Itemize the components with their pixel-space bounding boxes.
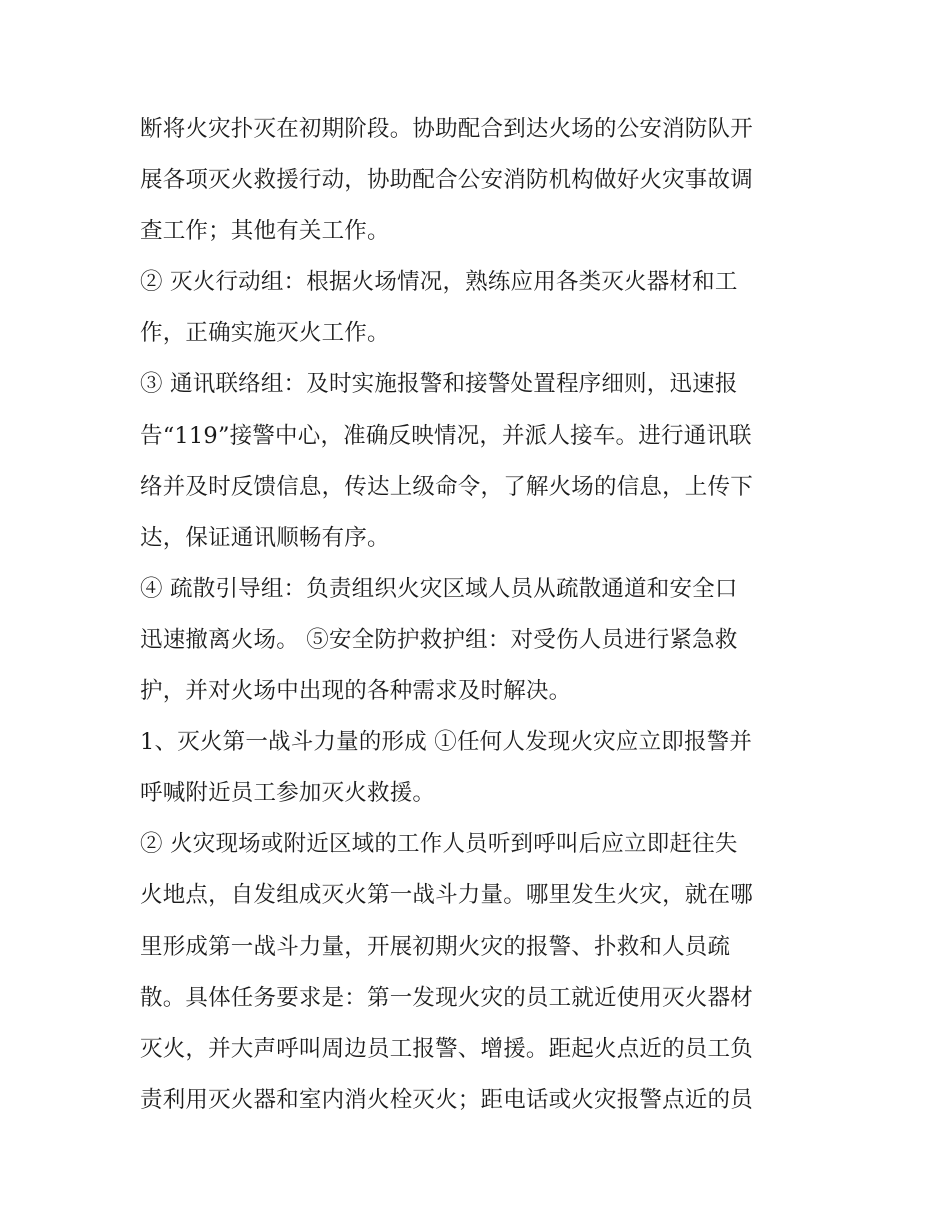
text-line: 呼喊附近员工参加灭火救援。 [140,780,436,807]
text-line: 作，正确实施灭火工作。 [140,320,390,347]
text-line: 查工作；其他有关工作。 [140,218,390,245]
text-line: 散。具体任务要求是：第一发现火灾的员工就近使用灭火器材 [140,984,753,1011]
text-line: ④ 疏散引导组：负责组织火灾区域人员从疏散通道和安全口 [140,575,738,602]
document-body [140,104,820,1126]
text-line: 迅速撤离火场。 ⑤安全防护救护组：对受伤人员进行紧急救 [140,626,738,653]
text-line: 1、灭火第一战斗力量的形成 ①任何人发现火灾应立即报警并 [140,729,753,756]
text-line: 络并及时反馈信息，传达上级命令，了解火场的信息，上传下 [140,473,753,500]
text-line: ③ 通讯联络组：及时实施报警和接警处置程序细则，迅速报 [140,371,738,398]
text-line: 责利用灭火器和室内消火栓灭火；距电话或火灾报警点近的员 [140,1086,753,1113]
text-line: 展各项灭火救援行动，协助配合公安消防机构做好火灾事故调 [140,167,753,194]
text-line: 里形成第一战斗力量，开展初期火灾的报警、扑救和人员疏 [140,933,731,960]
text-line: ② 灭火行动组：根据火场情况，熟练应用各类灭火器材和工 [140,269,738,296]
text-line: 火地点，自发组成灭火第一战斗力量。哪里发生火灾，就在哪 [140,882,753,909]
text-line: 护，并对火场中出现的各种需求及时解决。 [140,678,572,705]
text-line: 断将火灾扑灭在初期阶段。协助配合到达火场的公安消防队开 [140,116,753,142]
text-line: ② 火灾现场或附近区域的工作人员听到呼叫后应立即赶往失 [140,831,738,858]
text-line: 告“119”接警中心，准确反映情况，并派人接车。进行通讯联 [140,422,752,449]
text-line: 灭火，并大声呼叫周边员工报警、增援。距起火点近的员工负 [140,1035,753,1062]
text-line: 达，保证通讯顺畅有序。 [140,524,390,551]
